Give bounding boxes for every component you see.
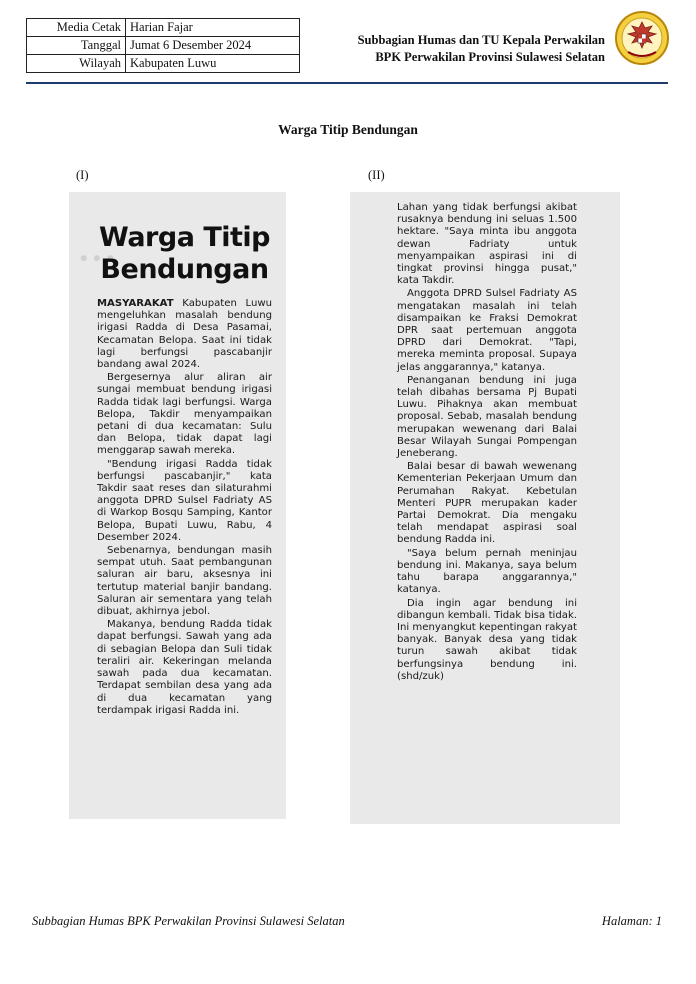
org-line-1: Subbagian Humas dan TU Kepala Perwakilan xyxy=(357,33,605,47)
media-value: Harian Fajar xyxy=(126,19,300,37)
region-row xyxy=(27,55,300,73)
article-paragraph-11: Dia ingin agar bendung ini dibangun kembali. Tidak bisa tidak. Ini menyangkut kepentingan rakyat banyak. Banyak desa yang tidak turun sawah akibat tidak berfungsinya bendung ini. (shd/zuk) xyxy=(397,597,577,682)
region-label: Wilayah xyxy=(27,55,126,73)
date-row xyxy=(27,37,300,55)
clipping-1-body xyxy=(97,216,272,718)
paragraph-1-text: Kabupaten Luwu mengeluhkan masalah bendung irigasi Radda di Desa Pasamai, Kecamatan Belopa. Saat ini tidak lagi berfungsi pascabanjir bandang awal 2024. xyxy=(97,298,272,371)
article-paragraph-8: Penanganan bendung ini juga telah dibahas bersama Pj Bupati Luwu. Pihaknya akan membuat proposal. Sebab, masalah bendung merupakan wewenang dari Balai Besar Wilayah Sungai Pompengan Jeneberang. xyxy=(397,374,577,460)
lead-word: MASYARAKAT xyxy=(97,298,174,309)
article-paragraph-6: Lahan yang tidak berfungsi akibat rusaknya bendung ini seluas 1.500 hektare. "Saya minta ibu anggota dewan Fadriaty untuk menyampaikan aspirasi ini di tingkat provinsi hingga pusat," kata Takdir. xyxy=(397,202,577,287)
article-paragraph-7: Anggota DPRD Sulsel Fadriaty AS mengatakan masalah ini telah disampaikan ke Fraksi Demokrat DPR saat pertemuan anggota DPRD dari Demokrat. "Tapi, mereka meminta proposal. Supaya jelas anggarannya," katanya. xyxy=(397,288,577,373)
region-value: Kabupaten Luwu xyxy=(126,55,300,73)
org-line-2: BPK Perwakilan Provinsi Sulawesi Selatan xyxy=(375,50,605,64)
part-2-label: (II) xyxy=(368,168,385,182)
media-label: Media Cetak xyxy=(27,19,126,37)
header-divider xyxy=(26,82,668,84)
date-label: Tanggal xyxy=(27,37,126,55)
organization-name xyxy=(330,32,605,66)
media-row xyxy=(27,19,300,37)
part-1-label: (I) xyxy=(76,168,89,182)
article-paragraph-5: Makanya, bendung Radda tidak dapat berfungsi. Sawah yang ada di sebagian Belopa dan Suli tidak teraliri air. Kekeringan melanda sawah pada dua kecamatan. Terdapat sembilan desa yang ada di dua kecamatan yang terdampak irigasi Radda ini. xyxy=(97,619,272,716)
newspaper-clipping-2 xyxy=(350,192,620,824)
clipping-2-body xyxy=(397,202,577,684)
article-paragraph-9: Balai besar di bawah wewenang Kementerian Pekerjaan Umum dan Perumahan Rakyat. Kebetulan Menteri PUPR merupakan kader Partai Demokrat. Dia mengaku telah mendapat aspirasi soal bendung Radda ini. xyxy=(397,461,577,546)
newspaper-clipping-1: ︙ Warga Titip Bendungan MASYARAKAT Kabupaten Luwu mengeluhkan masalah bendung irigasi Radda di Desa Pasamai, Kecamatan Belopa. Saat ini tidak lagi berfungsi pascabanjir bandang awal 2024. Bergesernya alur aliran air sungai membuat bendung irigasi Radda tidak lagi berfungsi. Warga Belopa, Takdir menyampaikan petani di dua kecamatan: Sulu dan Belopa, tidak dapat lagi menggarap sawah mereka. "Bendung irigasi Radda tidak berfungsi pascabanjir," kata Takdir saat reses dan silaturahmi anggota DPRD Sulsel Fadriaty AS di Warkop Bosqu Samping, Kantor Belopa, Bupati Luwu, Rabu, 4 Desember 2024. Sebenarnya, bendungan masih sempat utuh. Saat pembangunan saluran air baru, aksesnya ini tertutup material banjir bandang. Saluran air sementara yang telah dibuat, akhirnya jebol. Makanya, bendung Radda tidak dapat berfungsi. Sawah yang ada di sebagian Belopa dan Suli tidak teraliri air. Kekeringan melanda sawah pada dua kecamatan. Terdapat sembilan desa yang ada di dua kecamatan yang terdampak irigasi Radda ini. xyxy=(69,192,286,819)
article-paragraph-2: Bergesernya alur aliran air sungai membuat bendung irigasi Radda tidak lagi berfungsi. Warga Belopa, Takdir menyampaikan petani di dua kecamatan: Sulu dan Belopa, tidak dapat lagi menggarap sawah mereka. xyxy=(97,372,272,457)
article-paragraph-1 xyxy=(97,298,272,371)
article-paragraph-10: "Saya belum pernah meninjau bendung ini. Makanya, saya belum tahu barapa anggarannya," katanya. xyxy=(397,547,577,596)
media-info-table xyxy=(26,18,300,73)
date-value: Jumat 6 Desember 2024 xyxy=(126,37,300,55)
garuda-emblem-icon xyxy=(614,10,670,66)
footer-organization: Subbagian Humas BPK Perwakilan Provinsi Sulawesi Selatan xyxy=(32,914,345,928)
footer-page-number: Halaman: 1 xyxy=(601,914,662,928)
article-paragraph-3: "Bendung irigasi Radda tidak berfungsi pascabanjir," kata Takdir saat reses dan silaturahmi anggota DPRD Sulsel Fadriaty AS di Warkop Bosqu Samping, Kantor Belopa, Bupati Luwu, Rabu, 4 Desember 2024. xyxy=(97,458,272,543)
document-title: Warga Titip Bendungan xyxy=(278,122,418,137)
article-paragraph-4: Sebenarnya, bendungan masih sempat utuh. Saat pembangunan saluran air baru, aksesnya ini tertutup material banjir bandang. Saluran air sementara yang telah dibuat, akhirnya jebol. xyxy=(97,545,272,618)
article-headline: Warga Titip Bendungan xyxy=(99,222,270,285)
